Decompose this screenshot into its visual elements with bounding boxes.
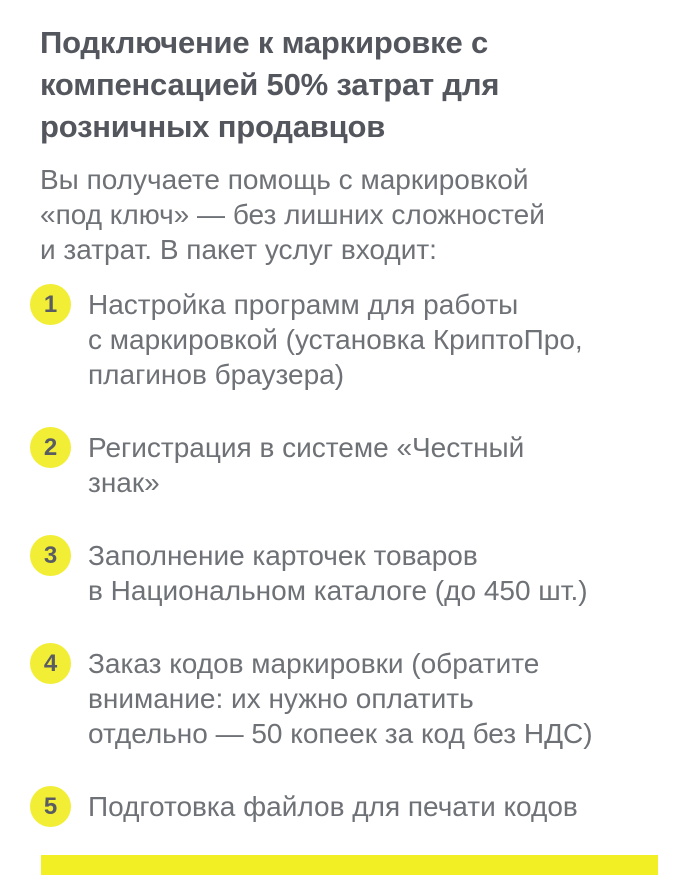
step-number-badge: 1 <box>30 284 71 325</box>
page-title-line: розничных продавцов <box>40 109 386 144</box>
intro-line: Вы получаете помощь с маркировкой <box>40 164 529 195</box>
list-item-text: Заказ кодов маркировки (обратите внимание: их нужно оплатить отдельно — 50 копеек за код без НДС) <box>88 648 593 749</box>
step-number-badge: 3 <box>30 535 71 576</box>
services-list <box>30 287 662 827</box>
page-title <box>40 22 662 148</box>
list-item <box>30 646 662 751</box>
list-item <box>30 430 662 500</box>
yellow-accent-bar <box>41 855 658 875</box>
list-item-text: Регистрация в системе «Честный знак» <box>88 432 525 498</box>
intro-line: и затрат. В пакет услуг входит: <box>40 234 437 265</box>
list-item-text: Настройка программ для работы с маркировкой (установка КриптоПро, плагинов браузера) <box>88 289 583 390</box>
intro-paragraph <box>40 162 662 267</box>
list-item <box>30 538 662 608</box>
list-item-text: Подготовка файлов для печати кодов <box>88 791 578 822</box>
list-item <box>30 789 662 827</box>
intro-line: «под ключ» — без лишних сложностей <box>40 199 545 230</box>
step-number-badge: 5 <box>30 786 71 827</box>
list-item-text: Заполнение карточек товаров в Национальном каталоге (до 450 шт.) <box>88 540 588 606</box>
page-title-line: Подключение к маркировке с <box>40 25 488 60</box>
list-item <box>30 287 662 392</box>
step-number-badge: 2 <box>30 427 71 468</box>
page-title-line: компенсацией 50% затрат для <box>40 67 500 102</box>
step-number-badge: 4 <box>30 643 71 684</box>
